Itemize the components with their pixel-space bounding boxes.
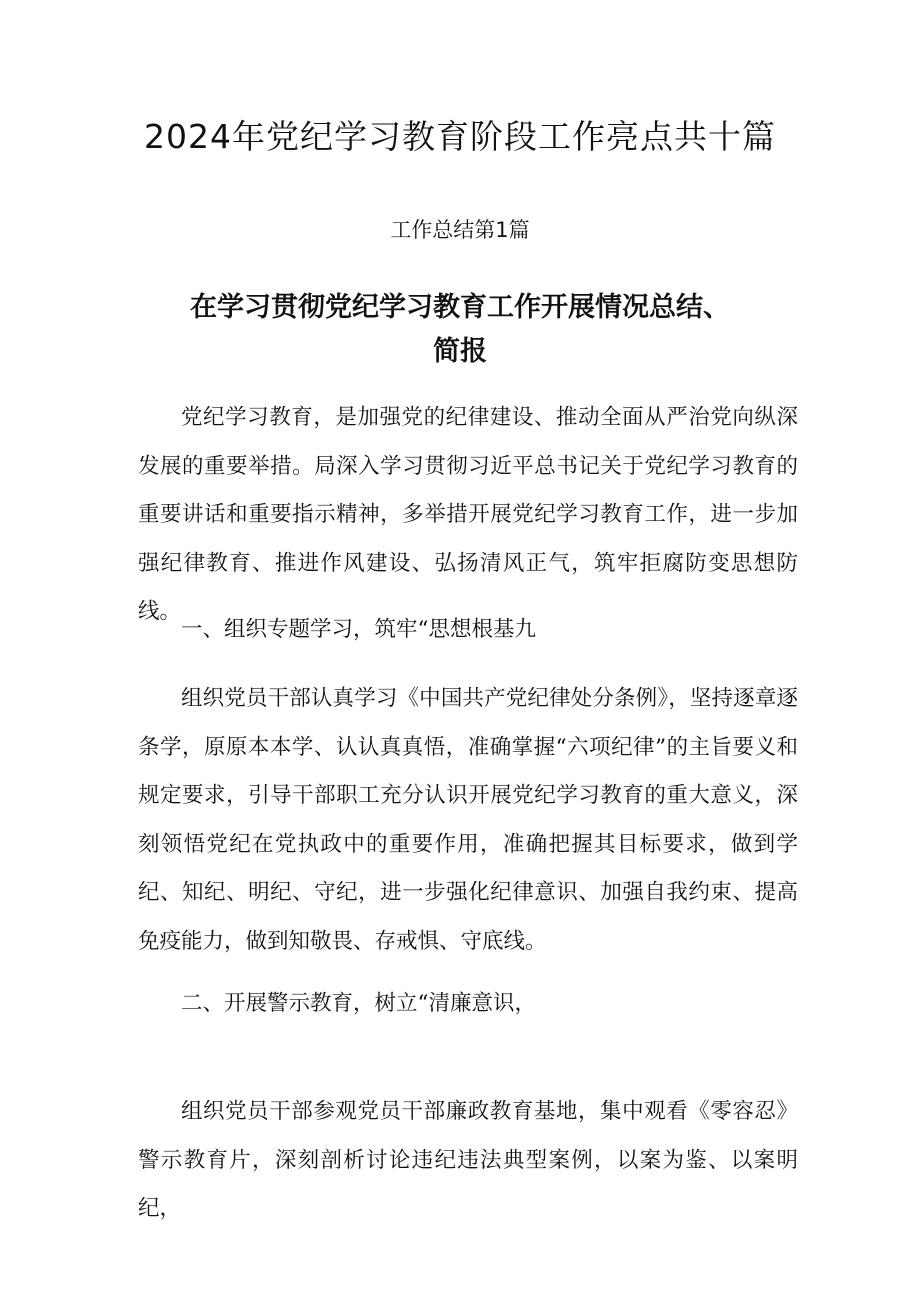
section-1-title: 一、组织专题学习，筑牢“思想根基九 — [181, 617, 536, 642]
document-title: 2024年党纪学习教育阶段工作亮点共十篇 — [144, 117, 776, 156]
section-1-paragraph: 组织党员干部认真学习《中国共产党纪律处分条例》，坚持逐章逐条学，原原本本学、认认真真悟，准确掌握“六项纪律”的主旨要义和规定要求，引导干部职工充分认识开展党纪学习教育的重大意义，深刻领悟党纪在党执政中的重要作用，准确把握其目标要求，做到学纪、知纪、明纪、守纪，进一步强化纪律意识、加强自我约束、提高免疫能力，做到知敬畏、存戒惧、守底线。 — [138, 686, 798, 954]
section-2-title: 二、开展警示教育，树立“清廉意识， — [181, 991, 536, 1016]
article-heading-line-2: 简报 — [433, 336, 487, 367]
article-heading-line-1: 在学习贯彻党纪学习教育工作开展情况总结、 — [190, 292, 730, 323]
document-subtitle: 工作总结第1篇 — [390, 218, 530, 242]
article-heading — [0, 286, 920, 374]
section-2-paragraph: 组织党员干部参观党员干部廉政教育基地，集中观看《零容忍》警示教育片，深刻剖析讨论违纪违法典型案例，以案为鉴、以案明纪， — [138, 1099, 798, 1222]
intro-paragraph: 党纪学习教育，是加强党的纪律建设、推动全面从严治党向纵深发展的重要举措。局深入学习贯彻习近平总书记关于党纪学习教育的重要讲话和重要指示精神，多举措开展党纪学习教育工作，进一步加强纪律教育、推进作风建设、弘扬清风正气，筑牢拒腐防变思想防线。 — [138, 405, 798, 625]
